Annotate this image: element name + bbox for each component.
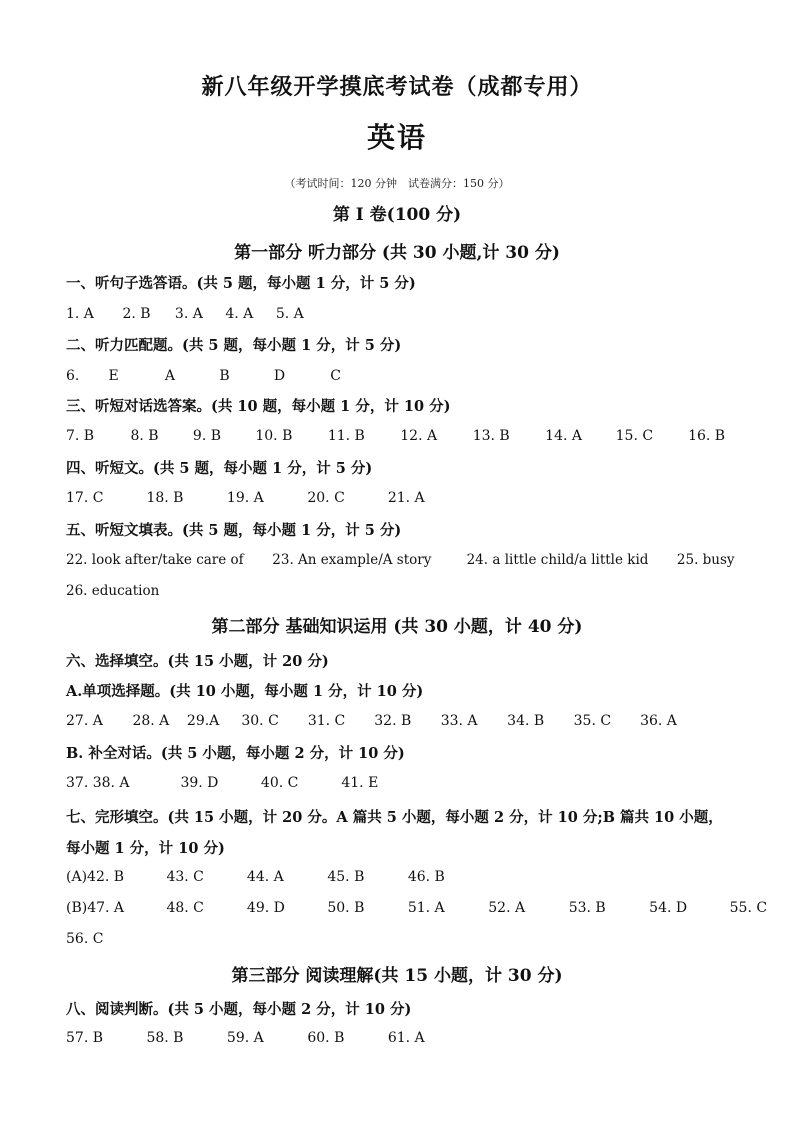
- answer: 2. B: [122, 306, 151, 322]
- answer: 50. B: [327, 900, 365, 916]
- section6a-title: A.单项选择题。(共 10 小题，每小题 1 分，计 10 分): [66, 683, 424, 700]
- section3-title: 三、听短对话选答案。(共 10 题，每小题 1 分，计 10 分): [66, 398, 451, 415]
- answer: 59. A: [226, 1030, 264, 1046]
- answer: C: [330, 368, 341, 384]
- answer: E: [108, 368, 119, 384]
- answer: 9. B: [192, 428, 222, 444]
- answer: (B)47. A: [66, 900, 125, 916]
- answer: 18. B: [146, 490, 184, 506]
- answer: 30. C: [241, 713, 279, 729]
- answer: 52. A: [488, 900, 526, 916]
- section7a-answers: [66, 869, 458, 885]
- answer: 55. C: [729, 900, 768, 916]
- section7b-answers-line1: [66, 900, 780, 916]
- section6-title: 六、选择填空。(共 15 小题，计 20 分): [66, 653, 329, 670]
- answer: 1. A: [66, 306, 94, 322]
- answer: 15. C: [615, 428, 654, 444]
- answer: 12. A: [400, 428, 438, 444]
- answer: 10. B: [255, 428, 293, 444]
- answer: 34. B: [507, 713, 545, 729]
- answer: 22. look after/take care of: [66, 552, 244, 568]
- answer: 48. C: [166, 900, 204, 916]
- answer: 17. C: [66, 490, 104, 506]
- answer: 14. A: [545, 428, 582, 444]
- answer: 33. A: [440, 713, 478, 729]
- section2-title: 二、听力匹配题。(共 5 题，每小题 1 分，计 5 分): [66, 337, 402, 354]
- answer: 5. A: [275, 306, 304, 322]
- section7-title-line1: 七、完形填空。(共 15 小题，计 20 分。A 篇共 5 小题，每小题 2 分，计 10 分;B 篇共 10 小题，: [66, 809, 723, 826]
- section3-answers: [66, 428, 732, 444]
- section5-title: 五、听短文填表。(共 5 题，每小题 1 分，计 5 分): [66, 522, 402, 539]
- answer: 11. B: [327, 428, 365, 444]
- answer: 53. B: [568, 900, 606, 916]
- section7-title-line2: 每小题 1 分，计 10 分): [66, 840, 225, 857]
- section1-answers: [66, 306, 322, 322]
- answer: 36. A: [640, 713, 677, 729]
- answer: 41. E: [341, 775, 379, 791]
- answer: 46. B: [407, 869, 445, 885]
- answer: 56. C: [66, 931, 104, 947]
- answer: 4. A: [225, 306, 254, 322]
- answer: 25. busy: [676, 552, 735, 568]
- exam-time-note: （考试时间：120 分钟 试卷满分：150 分）: [284, 177, 510, 190]
- answer: B: [219, 368, 230, 384]
- answer: 61. A: [387, 1030, 425, 1046]
- answer: 19. A: [226, 490, 264, 506]
- answer: 26. education: [66, 583, 160, 599]
- answer: 54. D: [649, 900, 688, 916]
- answer: 40. C: [260, 775, 299, 791]
- answer: 45. B: [327, 869, 365, 885]
- section1-title: 一、听句子选答语。(共 5 题，每小题 1 分，计 5 分): [66, 275, 416, 292]
- answer: 24. a little child/a little kid: [466, 552, 649, 568]
- answer: 57. B: [66, 1030, 104, 1046]
- answer: 6.: [66, 368, 80, 384]
- answer: 35. C: [573, 713, 612, 729]
- answer: 20. C: [307, 490, 345, 506]
- answer: 28. A: [132, 713, 170, 729]
- section5-answers-line1: [66, 552, 735, 568]
- answer: 51. A: [407, 900, 445, 916]
- section5-answers-line2: [66, 583, 159, 599]
- section8-answers: [66, 1030, 438, 1046]
- answer: 3. A: [174, 306, 203, 322]
- answer: 39. D: [180, 775, 219, 791]
- exam-title: 新八年级开学摸底考试卷（成都专用）: [201, 74, 593, 100]
- answer: A: [164, 368, 176, 384]
- answer: 43. C: [166, 869, 204, 885]
- answer: 49. D: [246, 900, 285, 916]
- answer: 13. B: [472, 428, 510, 444]
- part3-heading: 第三部分 阅读理解(共 15 小题，计 30 分): [231, 966, 563, 986]
- answer: 23. An example/A story: [272, 552, 432, 568]
- answer: 31. C: [307, 713, 346, 729]
- section4-answers: [66, 490, 438, 506]
- answer: 27. A: [66, 713, 103, 729]
- volume-title: 第 I 卷(100 分): [332, 205, 462, 225]
- answer: 21. A: [387, 490, 425, 506]
- answer: 60. B: [307, 1030, 345, 1046]
- part2-heading: 第二部分 基础知识运用 (共 30 小题，计 40 分): [211, 617, 583, 637]
- answer: 32. B: [374, 713, 412, 729]
- section8-title: 八、阅读判断。(共 5 小题，每小题 2 分，计 10 分): [66, 1001, 412, 1018]
- answer: 8. B: [130, 428, 159, 444]
- part1-heading: 第一部分 听力部分 (共 30 小题,计 30 分): [234, 243, 560, 263]
- section2-answers: [66, 368, 360, 384]
- answer: 29.A: [186, 713, 220, 729]
- answer: 7. B: [66, 428, 95, 444]
- section6b-title: B. 补全对话。(共 5 小题，每小题 2 分，计 10 分): [66, 745, 405, 762]
- section6a-answers: [66, 713, 684, 729]
- answer: 16. B: [688, 428, 726, 444]
- answer: 44. A: [246, 869, 284, 885]
- section6b-answers: [66, 775, 391, 791]
- answer: (A)42. B: [66, 869, 125, 885]
- answer: D: [273, 368, 286, 384]
- section4-title: 四、听短文。(共 5 题，每小题 1 分，计 5 分): [66, 460, 373, 477]
- answer: 58. B: [146, 1030, 184, 1046]
- subject-title: 英语: [366, 121, 427, 154]
- answer: 37. 38. A: [66, 775, 130, 791]
- section7b-answers-line2: [66, 931, 103, 947]
